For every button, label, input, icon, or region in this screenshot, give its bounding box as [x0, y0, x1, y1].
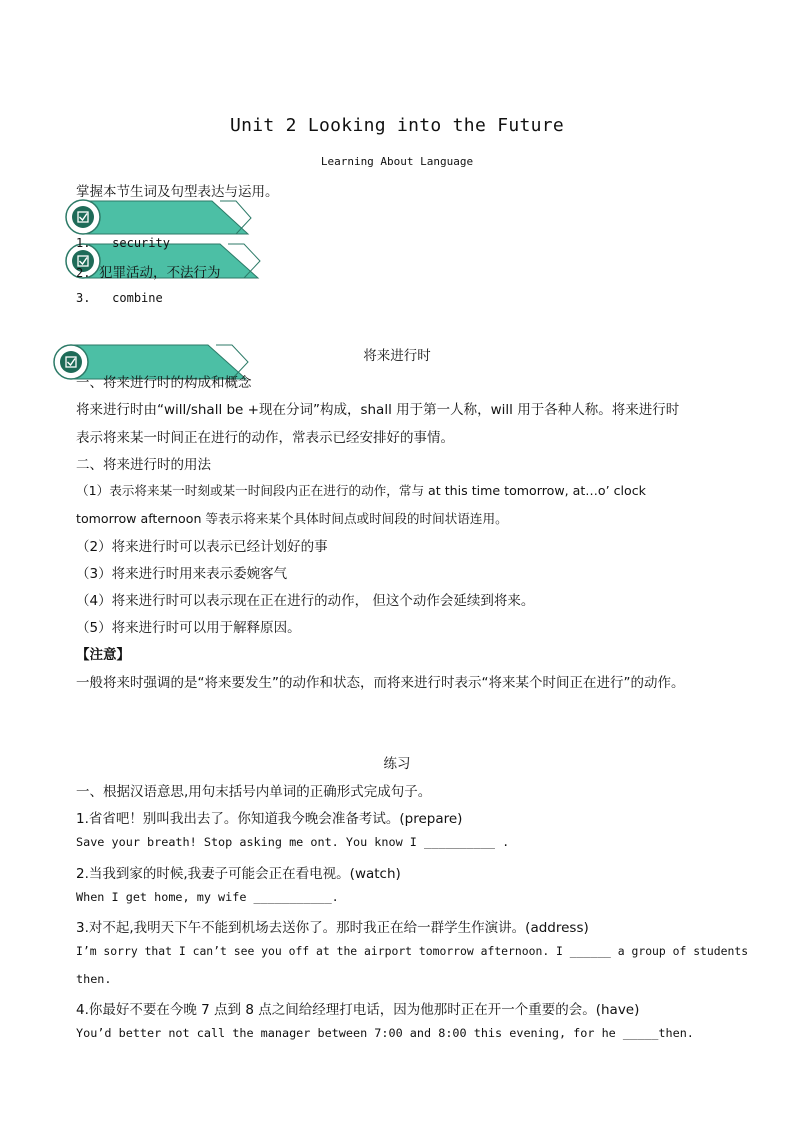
vocab-item-2 — [76, 261, 221, 281]
vocab-num: 3. — [76, 291, 91, 305]
practice-heading: 练习 — [383, 756, 411, 772]
usage-1-line2: tomorrow afternoon 等表示将来某个具体时间点或时间段的时间状语连用。 — [76, 511, 508, 526]
question-3-cn: 3.对不起,我明天下午不能到机场去送你了。那时我正在给一群学生作演讲。(address) — [76, 920, 589, 936]
vocab-item-3 — [76, 291, 163, 305]
note-title: 【注意】 — [76, 647, 130, 663]
grammar-sec2-title: 二、将来进行时的用法 — [76, 457, 211, 473]
question-1-en: Save your breath! Stop asking me ont. You know I __________ . — [76, 835, 510, 849]
learning-goal: 掌握本节生词及句型表达与运用。 — [76, 184, 279, 200]
usage-1-line1: （1）表示将来某一时刻或某一时间段内正在进行的动作，常与 at this time tomorrow, at…o’ clock — [76, 483, 646, 498]
grammar-sec1-line1: 将来进行时由“will/shall be +现在分词”构成，shall 用于第一人称，will 用于各种人称。将来进行时 — [76, 402, 680, 418]
usage-4: （4）将来进行时可以表示现在正在进行的动作， 但这个动作会延续到将来。 — [76, 593, 535, 609]
page-subtitle: Learning About Language — [320, 155, 474, 168]
usage-5: （5）将来进行时可以用于解释原因。 — [76, 620, 301, 636]
grammar-sec1-line2: 表示将来某一时间正在进行的动作，常表示已经安排好的事情。 — [76, 430, 454, 446]
question-3-en-line1: I’m sorry that I can’t see you off at the airport tomorrow afternoon. I ______ a group of students — [76, 944, 749, 958]
vocab-num: 2. — [76, 266, 91, 280]
vocab-text: security — [112, 236, 170, 250]
question-4-cn: 4.你最好不要在今晚 7 点到 8 点之间给经理打电话，因为他那时正在开一个重要的会。(have) — [76, 1002, 640, 1018]
vocab-text: 犯罪活动，不法行为 — [99, 265, 221, 281]
question-2-en: When I get home, my wife ___________. — [76, 890, 339, 904]
question-3-en-line2: then. — [76, 972, 112, 986]
vocab-text: combine — [112, 291, 163, 305]
grammar-heading: 将来进行时 — [363, 348, 431, 364]
vocab-item-1 — [76, 236, 170, 250]
page-title: Unit 2 Looking into the Future — [229, 115, 565, 136]
usage-2: （2）将来进行时可以表示已经计划好的事 — [76, 539, 328, 555]
practice-instruction: 一、根据汉语意思,用句末括号内单词的正确形式完成句子。 — [76, 784, 432, 800]
usage-3: （3）将来进行时用来表示委婉客气 — [76, 566, 288, 582]
question-2-cn: 2.当我到家的时候,我妻子可能会正在看电视。(watch) — [76, 866, 401, 882]
question-4-en: You’d better not call the manager between 7:00 and 8:00 this evening, for he _____then. — [76, 1026, 694, 1040]
note-text: 一般将来时强调的是“将来要发生”的动作和状态，而将来进行时表示“将来某个时间正在进行”的动作。 — [76, 675, 685, 691]
question-1-cn: 1.省省吧！别叫我出去了。你知道我今晚会准备考试。(prepare) — [76, 811, 463, 827]
vocab-num: 1. — [76, 236, 91, 250]
section-banner-1 — [62, 198, 252, 238]
grammar-sec1-title: 一、将来进行时的构成和概念 — [76, 375, 252, 391]
